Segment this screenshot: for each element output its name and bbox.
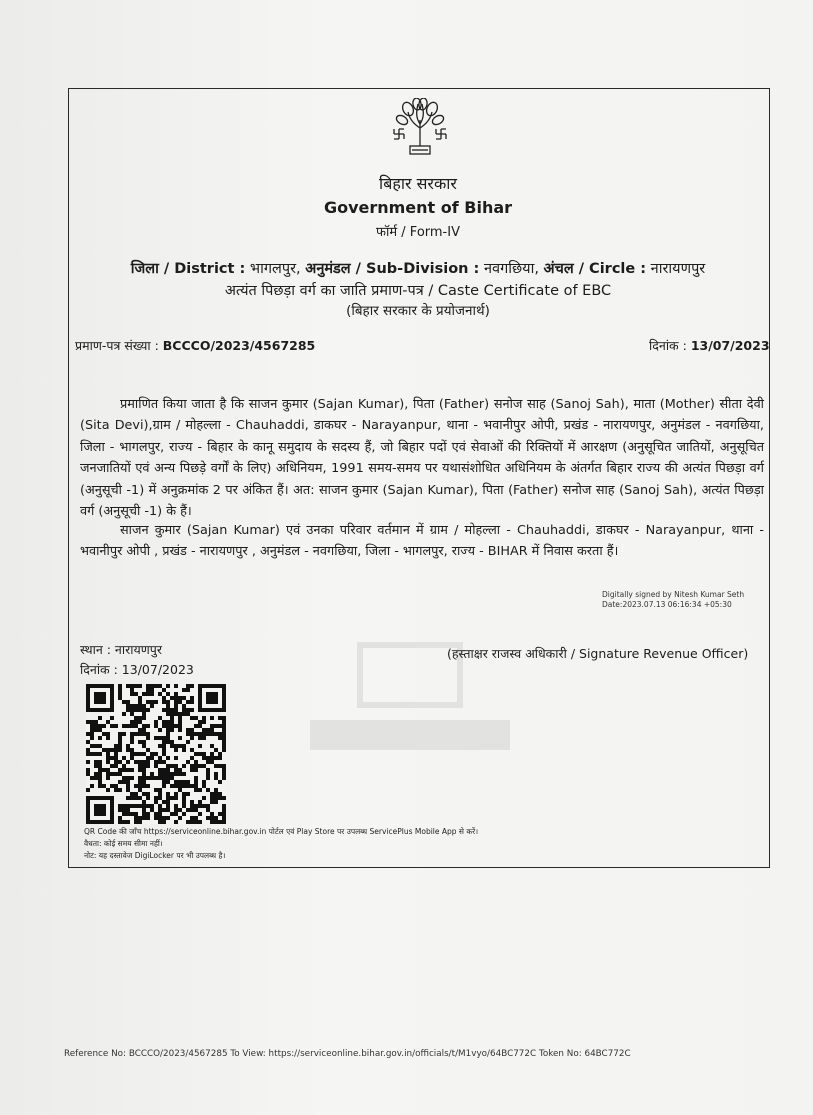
certificate-body-paragraph-2: साजन कुमार (Sajan Kumar) एवं उनका परिवार वर्तमान में ग्राम / मोहल्ला - Chauhaddi, डाकघर - Narayanpur, थाना - भवानीपुर ओपी , प्रखंड - नारायणपुर , अनुमंडल - नवगछिया, जिला - भागलपुर, राज्य - BIHAR में निवास करता हैं। — [80, 523, 764, 560]
circle-value: नारायणपुर — [646, 261, 706, 277]
notes-block — [84, 826, 478, 862]
certificate-number — [75, 337, 315, 354]
signature-officer: (हस्ताक्षर राजस्व अधिकारी / Signature Revenue Officer) — [447, 646, 749, 661]
certificate-purpose: (बिहार सरकार के प्रयोजनार्थ) — [346, 303, 490, 319]
footer-date-field: दिनांक : 13/07/2023 — [80, 662, 194, 677]
digital-signature — [602, 590, 744, 610]
district-value: भागलपुर, — [245, 261, 306, 277]
place-date-block — [80, 640, 194, 680]
reference-footer: Reference No: BCCCO/2023/4567285 To View: https://serviceonline.bihar.gov.in/officials/t/M1vyo/64BC772C Token No: 64BC772C — [64, 1049, 631, 1059]
form-label: फॉर्म / Form-IV — [376, 225, 460, 240]
certificate-title: अत्यंत पिछड़ा वर्ग का जाति प्रमाण-पत्र / Caste Certificate of EBC — [224, 283, 612, 299]
district-label: जिला / District : — [130, 261, 246, 277]
qr-note: QR Code की जाँच https://serviceonline.bihar.gov.in पोर्टल एवं Play Store पर उपलब्ध ServicePlus Mobile App से करें। — [84, 827, 479, 836]
certificate-body-paragraph-1: प्रमाणित किया जाता है कि साजन कुमार (Sajan Kumar), पिता (Father) सनोज साह (Sanoj Sah), माता (Mother) सीता देवी (Sita Devi),ग्राम / मोहल्ला - Chauhaddi, डाकघर - Narayanpur, थाना - भवानीपुर ओपी, प्रखंड - नारायणपुर, अनुमंडल - नवगछिया, जिला - भागलपुर, राज्य - बिहार के कानू समुदाय के सदस्य हैं, जो बिहार पदों एवं सेवाओं की रिक्तियों में आरक्षण (अनुसूचित जातियों, अनुसूचित जनजातियों एवं अन्य पिछड़े वर्गों के लिए) अधिनियम, 1991 समय-समय पर यथासंशोधित अधिनियम के अंतर्गत बिहार राज्य की अत्यंत पिछड़ा वर्ग (अनुसूची -1) में अनुक्रमांक 2 पर अंकित हैं। अत: साजन कुमार (Sajan Kumar), पिता (Father) सनोज साह (Sanoj Sah), अत्यंत पिछड़ा वर्ग (अनुसूची -1) के हैं। — [80, 397, 764, 520]
certificate-number-value: BCCCO/2023/4567285 — [162, 338, 316, 353]
issue-date — [649, 337, 770, 354]
bihar-emblem-icon — [390, 98, 450, 160]
place-field: स्थान : नारायणपुर — [80, 642, 162, 657]
subdivision-label: अनुमंडल / Sub-Division : — [305, 261, 480, 277]
title-hindi: बिहार सरकार — [379, 174, 457, 193]
qr-code-icon[interactable] — [86, 684, 226, 824]
digital-signature-signer: Digitally signed by Nitesh Kumar Seth — [602, 590, 745, 599]
digilocker-note: नोट: यह दस्तावेज DigiLocker पर भी उपलब्ध है। — [84, 851, 226, 860]
issue-date-value: 13/07/2023 — [690, 338, 770, 353]
digital-signature-date: Date:2023.07.13 06:16:34 +05:30 — [602, 600, 732, 609]
title-english: Government of Bihar — [323, 198, 513, 217]
certificate-number-label: प्रमाण-पत्र संख्या : — [75, 338, 163, 353]
subdivision-value: नवगछिया, — [479, 261, 544, 277]
validity-note: वैधता: कोई समय सीमा नहीं। — [84, 839, 163, 848]
circle-label: अंचल / Circle : — [543, 261, 647, 277]
issue-date-label: दिनांक : — [649, 338, 691, 353]
location-line — [68, 258, 768, 278]
